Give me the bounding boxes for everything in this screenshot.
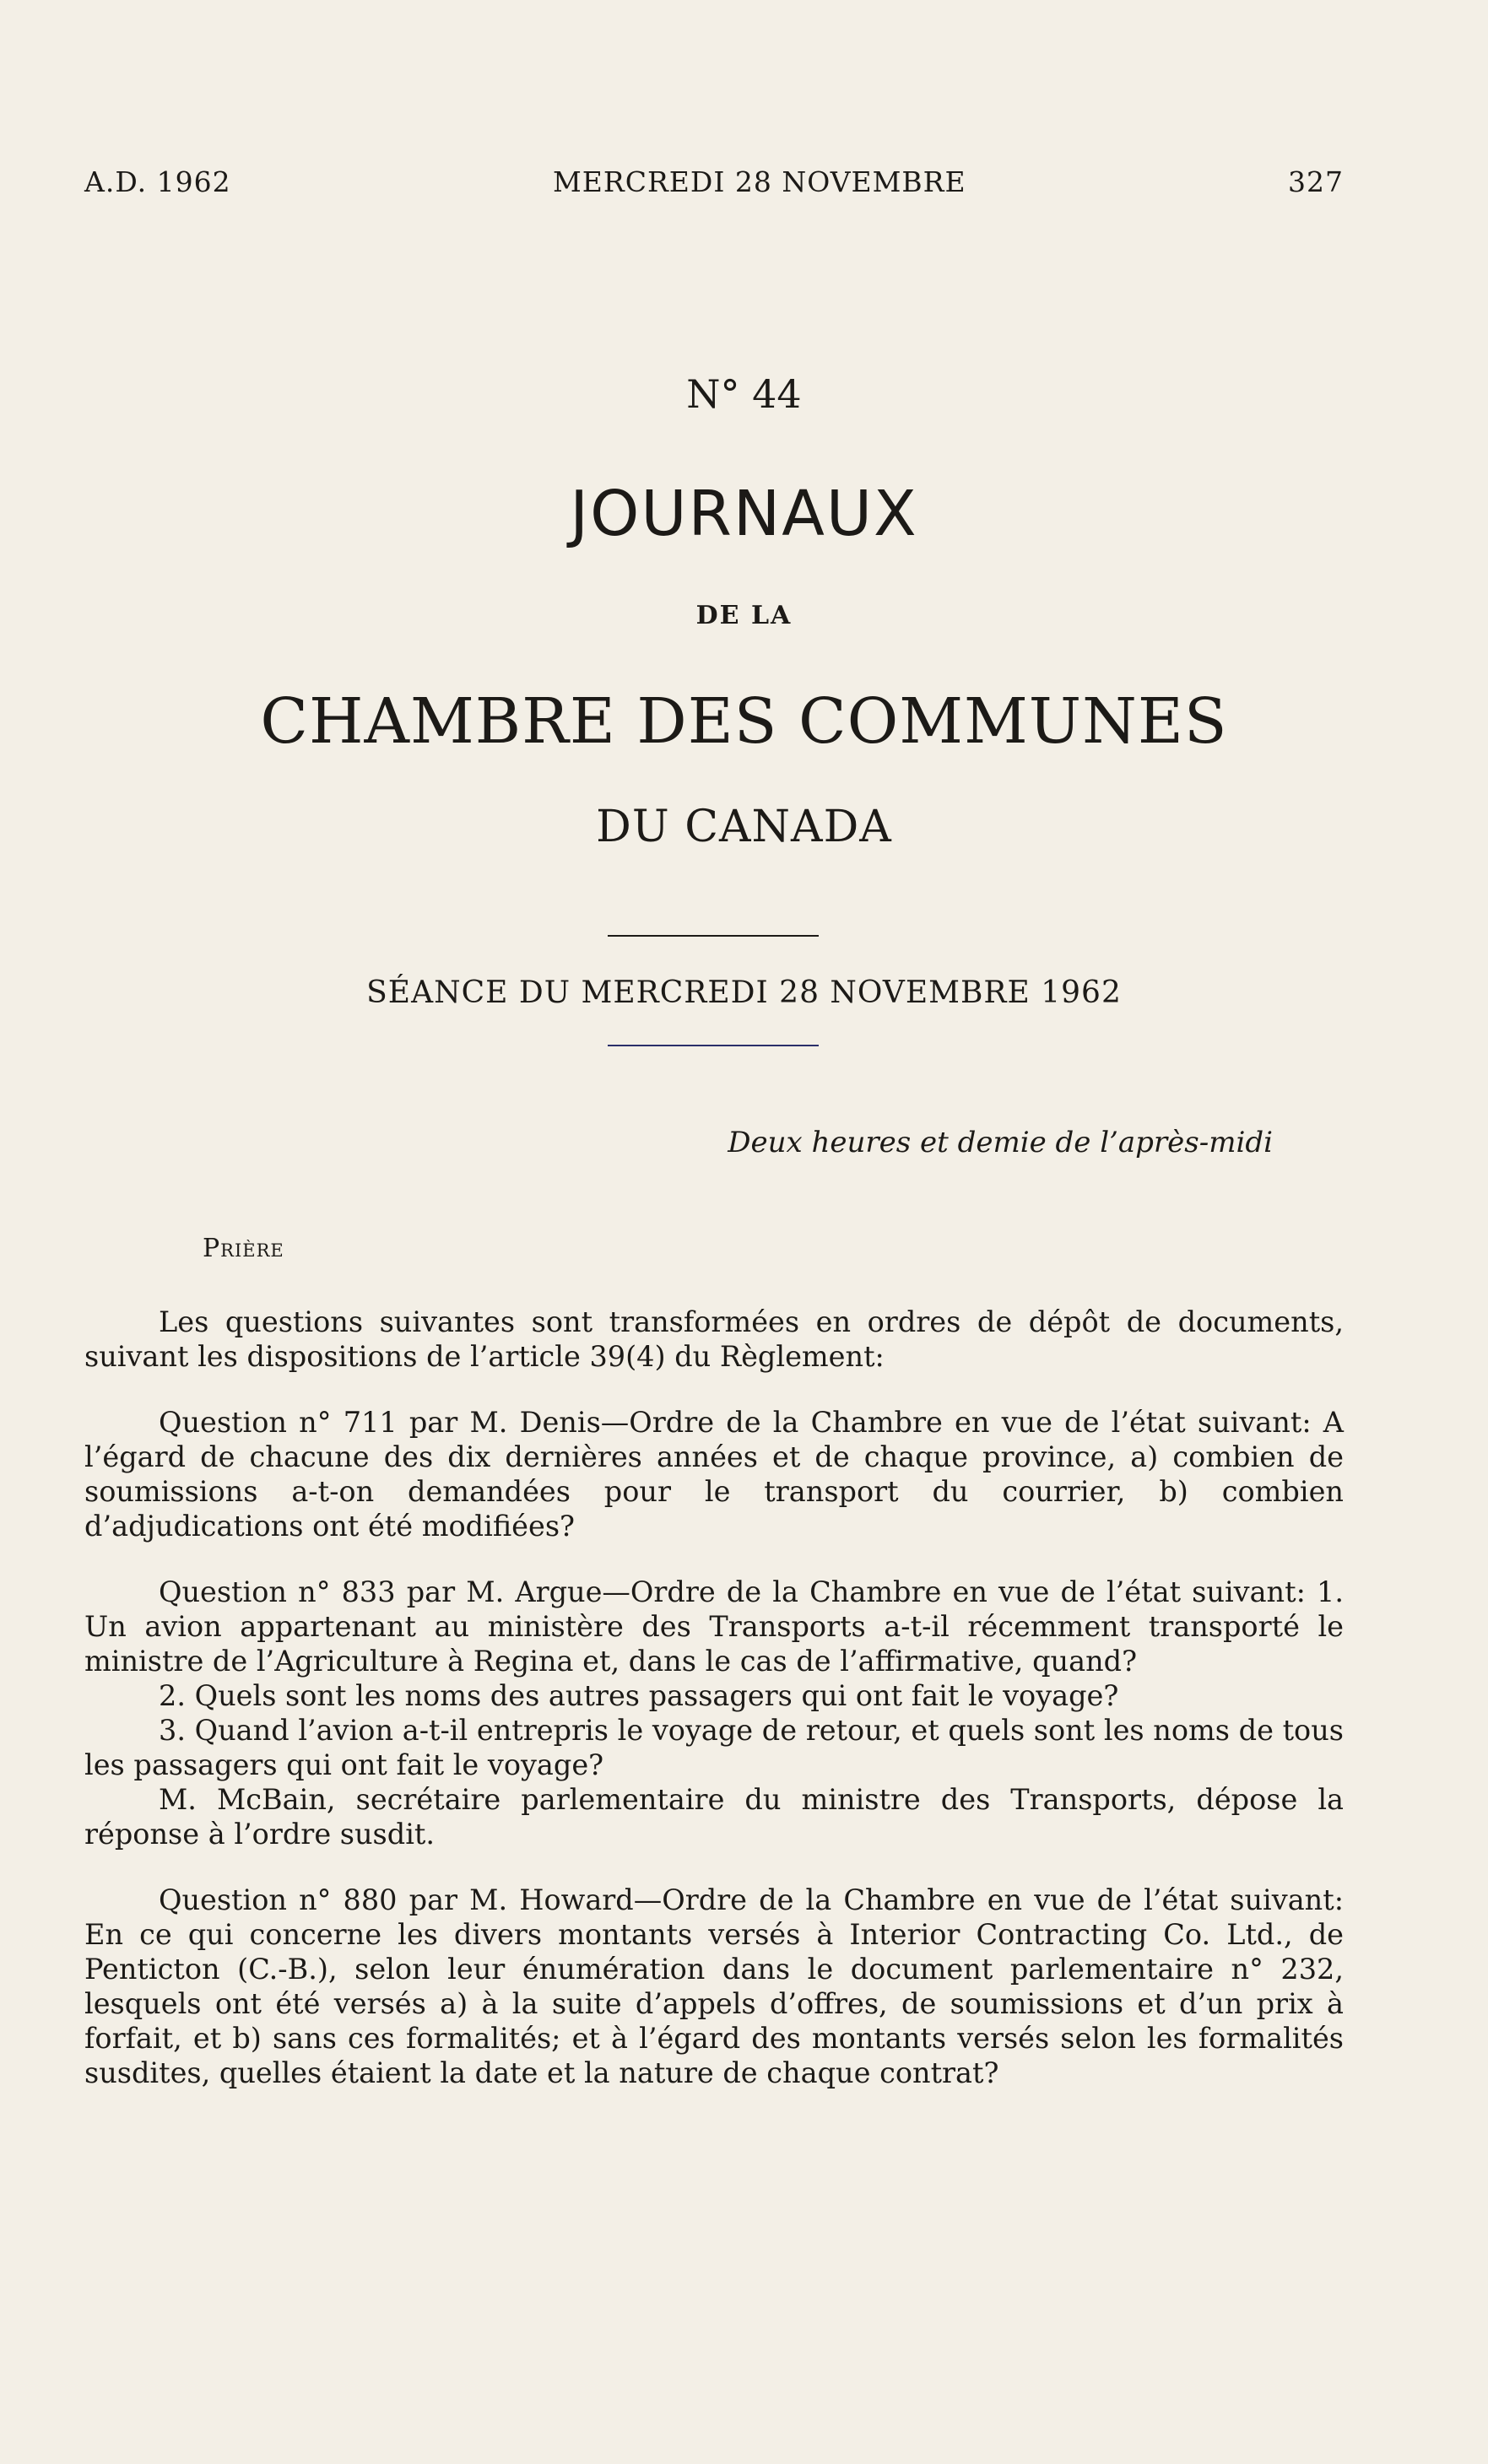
header-date: MERCREDI 28 NOVEMBRE (552, 165, 966, 198)
journal-body (84, 1305, 1344, 2090)
paragraph: Question n° 833 par M. Argue—Ordre de la Chambre en vue de l’état suivant: 1. Un avion appartenant au ministère des Transports a-t-il récemment transporté le ministre de l’Agriculture à Regina et, dans le cas de l’affirmative, quand? (84, 1575, 1344, 1678)
divider-rule-bottom (608, 1045, 819, 1046)
journal-title-chamber: CHAMBRE DES COMMUNES (260, 685, 1228, 758)
journal-title-connector: DE LA (695, 601, 793, 630)
journal-title-country: DU CANADA (596, 802, 892, 852)
paragraph: 3. Quand l’avion a-t-il entrepris le voyage de retour, et quels sont les noms de tous les passagers qui ont fait le voyage? (84, 1714, 1344, 1781)
paragraph: Question n° 711 par M. Denis—Ordre de la Chambre en vue de l’état suivant: A l’égard de chacune des dix dernières années et de chaque province, a) combien de soumissions a-t-on demandées pour le transport du courrier, b) combien d’adjudications ont été modifiées? (84, 1406, 1344, 1543)
divider-rule-top (608, 935, 819, 937)
header-year: A.D. 1962 (84, 165, 231, 198)
journal-number: N° 44 (686, 371, 802, 417)
paragraph: Les questions suivantes sont transformées en ordres de dépôt de documents, suivant les dispositions de l’article 39(4) du Règlement: (84, 1305, 1344, 1373)
running-header (84, 165, 1344, 198)
page-number: 327 (1287, 165, 1344, 198)
paragraph: 2. Quels sont les noms des autres passagers qui ont fait le voyage? (159, 1679, 1119, 1712)
paragraph: M. McBain, secrétaire parlementaire du ministre des Transports, dépose la réponse à l’ordre susdit. (84, 1783, 1344, 1851)
journal-title: JOURNAUX (570, 478, 918, 550)
sitting-time: Deux heures et demie de l’après-midi (728, 1126, 1273, 1159)
sitting-date: SÉANCE DU MERCREDI 28 NOVEMBRE 1962 (366, 975, 1122, 1010)
paragraph: Question n° 880 par M. Howard—Ordre de la Chambre en vue de l’état suivant: En ce qui concerne les divers montants versés à Interior Contracting Co. Ltd., de Penticton (C.-B.), selon leur énumération dans le document parlementaire n° 232, lesquels ont été versés a) à la suite d’appels d’offres, de soumissions et d’un prix à forfait, et b) sans ces formalités; et à l’égard des montants versés selon les formalités susdites, quelles étaient la date et la nature de chaque contrat? (84, 1883, 1344, 2089)
section-title: Prière (203, 1234, 284, 1263)
